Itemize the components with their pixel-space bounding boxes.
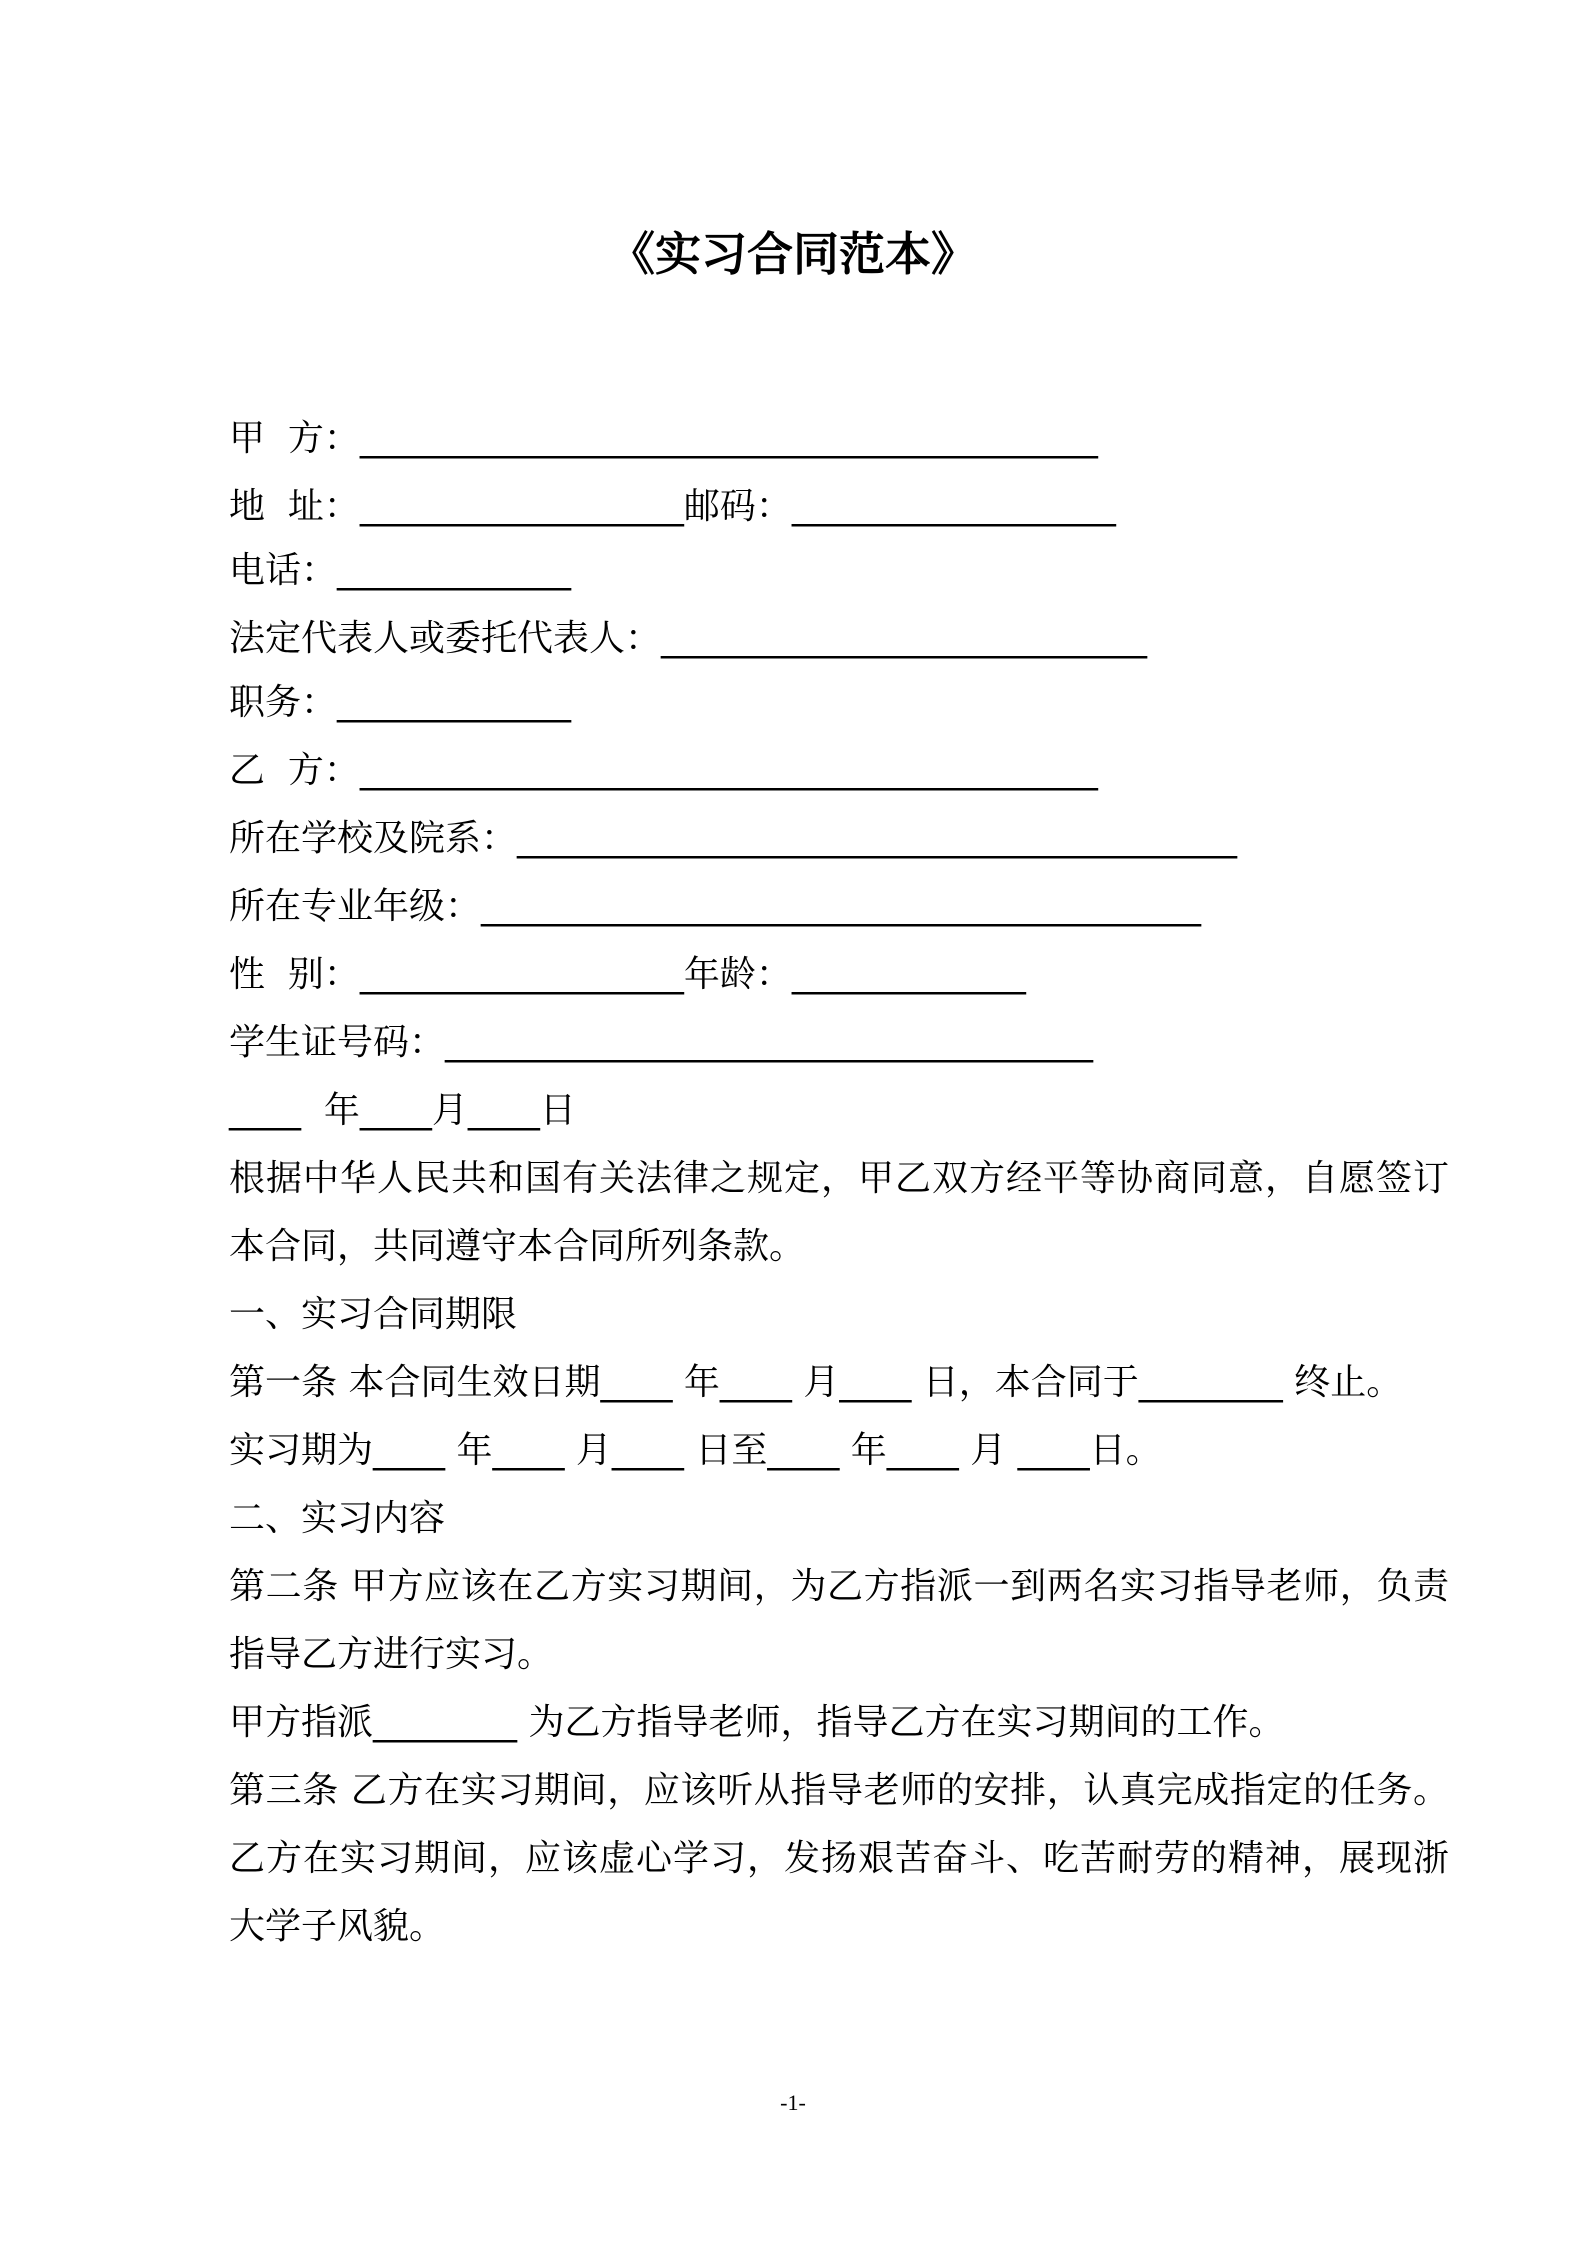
intro-paragraph: 根据中华人民共和国有关法律之规定，甲乙双方经平等协商同意，自愿签订本合同，共同遵守本合同所列条款。	[229, 1158, 1449, 1267]
section-heading-content: 二、实习内容	[229, 1498, 446, 1539]
major-grade-line: 所在专业年级：________________________________________	[229, 886, 1202, 927]
position-line: 职务：_____________	[229, 682, 572, 723]
internship-period-paragraph: 实习期为____ 年____ 月____ 日至____ 年____ 月 ____日。	[229, 1430, 1162, 1471]
party-b-line: 乙 方：_________________________________________	[229, 750, 1098, 791]
student-id-line: 学生证号码：____________________________________	[229, 1022, 1094, 1063]
party-a-line: 甲 方：_________________________________________	[229, 418, 1098, 459]
document-title: 《实习合同范本》	[609, 227, 977, 281]
article-1-paragraph: 第一条 本合同生效日期____ 年____ 月____ 日，本合同于________ 终止。	[229, 1362, 1403, 1403]
school-department-line: 所在学校及院系：________________________________________	[229, 818, 1238, 859]
gender-age-line: 性 别：__________________年龄：_____________	[229, 954, 1026, 995]
document-body	[229, 405, 1449, 1961]
page-number: -1-	[780, 2090, 806, 2115]
legal-representative-line: 法定代表人或委托代表人：___________________________	[229, 618, 1148, 659]
supervisor-paragraph: 甲方指派________ 为乙方指导老师，指导乙方在实习期间的工作。	[229, 1702, 1285, 1743]
date-line: ____ 年____月____日	[229, 1090, 576, 1131]
phone-line: 电话：_____________	[229, 550, 572, 591]
article-3-paragraph: 第三条 乙方在实习期间，应该听从指导老师的安排，认真完成指定的任务。乙方在实习期间，应该虚心学习，发扬艰苦奋斗、吃苦耐劳的精神，展现浙大学子风貌。	[229, 1770, 1449, 1947]
article-2-paragraph: 第二条 甲方应该在乙方实习期间，为乙方指派一到两名实习指导老师，负责指导乙方进行实习。	[229, 1566, 1449, 1675]
section-heading-term: 一、实习合同期限	[229, 1294, 518, 1335]
address-line: 地 址：__________________邮码：__________________	[229, 486, 1116, 527]
